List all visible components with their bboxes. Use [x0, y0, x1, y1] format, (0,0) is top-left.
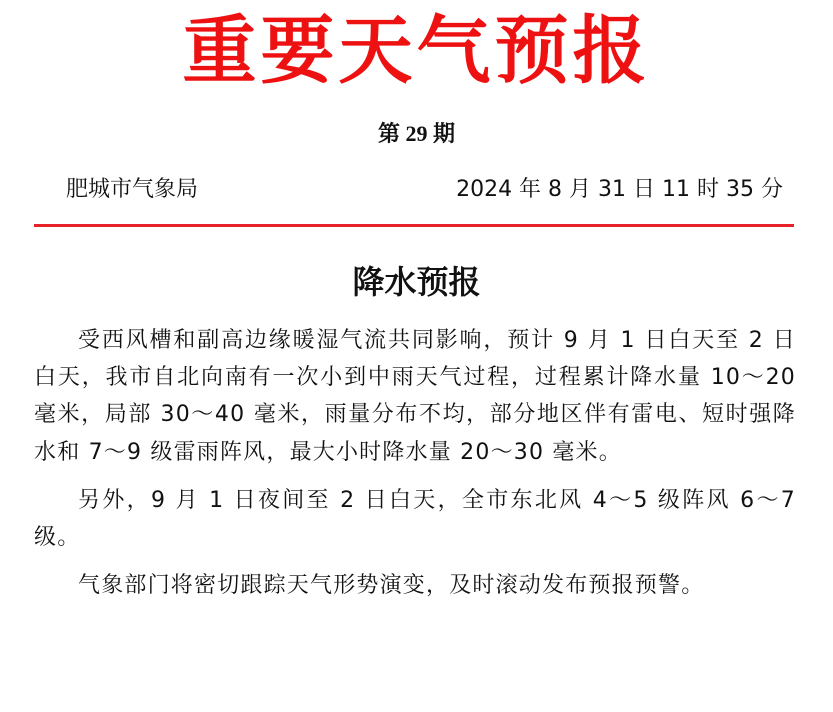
issuer-name: 肥城市气象局 [66, 177, 199, 202]
body-paragraph: 气象部门将密切跟踪天气形势演变，及时滚动发布预报预警。 [78, 573, 705, 599]
body-paragraph: 另外，9 月 1 日夜间至 2 日白天，全市东北风 4～5 级阵风 6～7 级。 [34, 487, 796, 551]
red-divider [34, 224, 794, 227]
body-paragraph: 受西风槽和副高边缘暖湿气流共同影响，预计 9 月 1 日白天至 2 日白天，我市自北向南有一次小到中雨天气过程，过程累计降水量 10～20 毫米，局部 30～40 毫米，雨量分布不均，部分地区伴有雷电、短时强降水和 7～9 级雷雨阵风，最大小时降水量 20～30 毫米。 [34, 328, 796, 465]
issue-number: 第 29 期 [377, 121, 455, 146]
issue-time: 2024 年 8 月 31 日 11 时 35 分 [456, 177, 783, 202]
bulletin-body [34, 322, 796, 615]
masthead-title: 重要天气预报 [182, 8, 651, 94]
section-title: 降水预报 [352, 263, 481, 301]
issuer-row [0, 172, 833, 208]
